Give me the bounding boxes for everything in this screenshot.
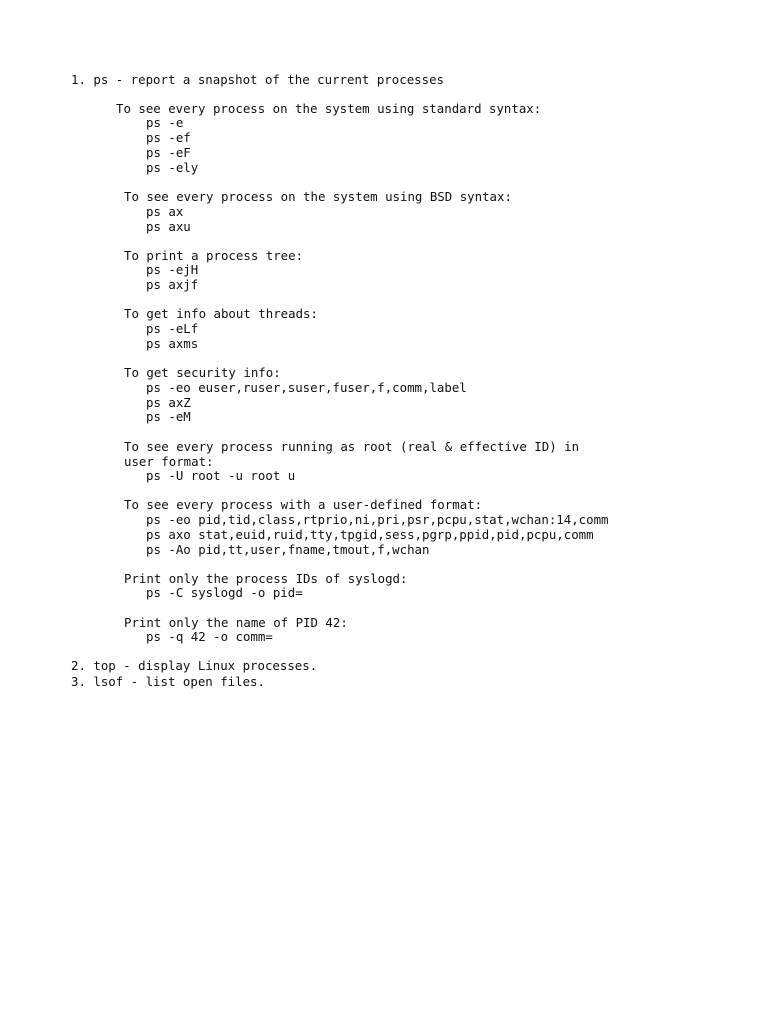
command-line: ps -q 42 -o comm= — [146, 629, 273, 644]
section-intro-bsd-syntax: To see every process on the system using BSD syntax: — [124, 189, 512, 204]
section-intro-threads: To get info about threads: — [124, 306, 318, 321]
command-line: ps -ely — [146, 160, 199, 175]
section-intro-root-process: To see every process running as root (real & effective ID) in — [124, 439, 580, 454]
command-line: ps axo stat,euid,ruid,tty,tpgid,sess,pgrp,ppid,pid,pcpu,comm — [146, 527, 594, 542]
command-line: ps -ef — [146, 130, 191, 145]
command-line: ps axu — [146, 219, 191, 234]
command-line: ps -ejH — [146, 262, 199, 277]
command-line: ps axms — [146, 336, 199, 351]
section-intro-user-defined-format: To see every process with a user-defined format: — [124, 497, 483, 512]
section-intro-process-tree: To print a process tree: — [124, 248, 304, 263]
section-intro-syslogd: Print only the process IDs of syslogd: — [124, 571, 408, 586]
command-line: ps -e — [146, 115, 184, 130]
command-line: ps -eo euser,ruser,suser,fuser,f,comm,label — [146, 380, 467, 395]
section-intro-security-info: To get security info: — [124, 365, 281, 380]
command-line: ps -eo pid,tid,class,rtprio,ni,pri,psr,pcpu,stat,wchan:14,comm — [146, 512, 609, 527]
command-line: ps -U root -u root u — [146, 468, 296, 483]
command-line: ps -eLf — [146, 321, 199, 336]
section-intro-pid-name: Print only the name of PID 42: — [124, 615, 348, 630]
section-intro-root-process-cont: user format: — [124, 454, 214, 469]
list-item-lsof: 3. lsof - list open files. — [71, 674, 265, 689]
list-item-ps-heading: 1. ps - report a snapshot of the current processes — [71, 72, 444, 87]
command-line: ps -Ao pid,tt,user,fname,tmout,f,wchan — [146, 542, 430, 557]
command-line: ps axZ — [146, 395, 191, 410]
command-line: ps -C syslogd -o pid= — [146, 585, 303, 600]
command-line: ps -eM — [146, 409, 191, 424]
command-line: ps ax — [146, 204, 184, 219]
command-line: ps -eF — [146, 145, 191, 160]
command-line: ps axjf — [146, 277, 199, 292]
list-item-top: 2. top - display Linux processes. — [71, 658, 318, 673]
section-intro-standard-syntax: To see every process on the system using standard syntax: — [116, 101, 542, 116]
